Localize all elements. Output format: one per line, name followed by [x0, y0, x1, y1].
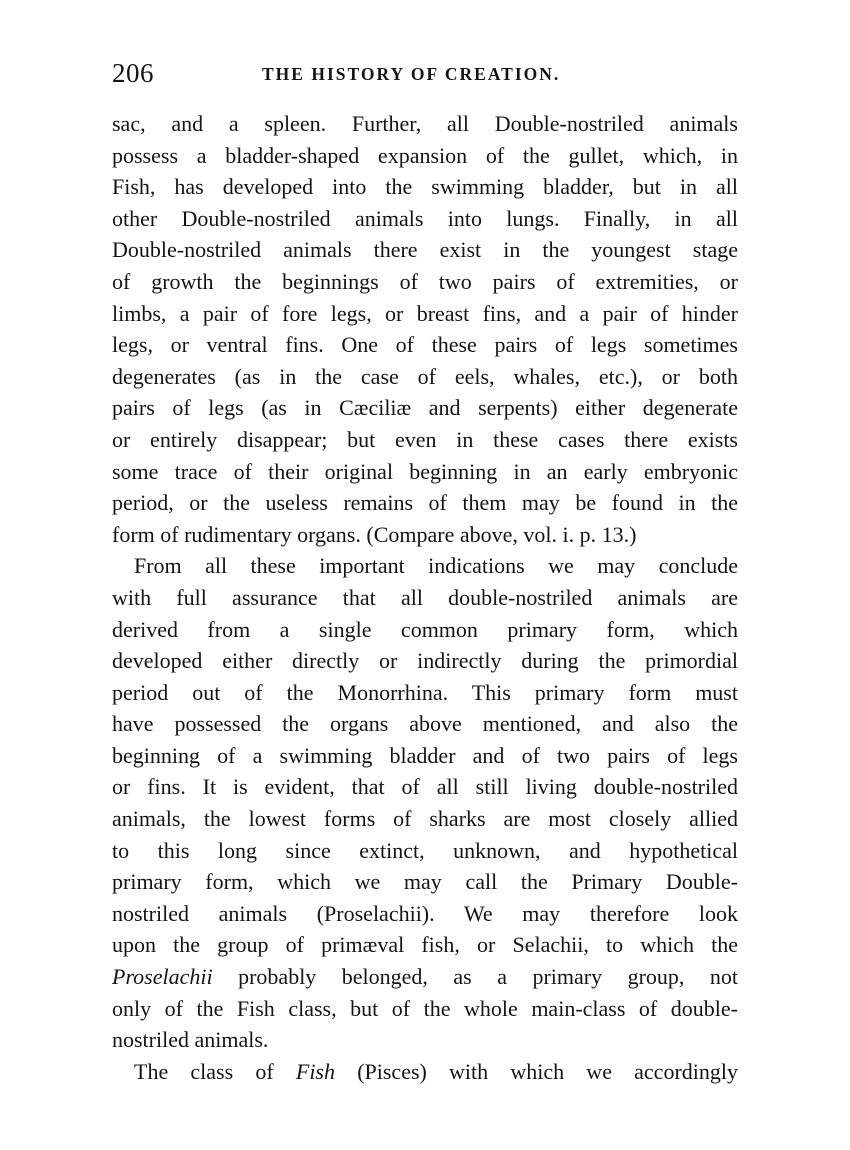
text-line — [112, 203, 738, 235]
text-fragment: pairs of legs (as in Cæciliæ and serpents) either degenerate — [112, 395, 738, 421]
text-line — [112, 898, 738, 930]
text-line — [112, 835, 738, 867]
text-line — [112, 771, 738, 803]
text-line — [112, 456, 738, 488]
text-fragment: have possessed the organs above mentioned, and also the — [112, 711, 738, 737]
text-fragment: form of rudimentary organs. (Compare above, vol. i. p. 13.) — [112, 521, 637, 547]
body-text — [112, 108, 738, 1087]
text-line — [112, 1056, 738, 1088]
text-line — [112, 582, 738, 614]
text-line — [112, 487, 738, 519]
text-line — [112, 424, 738, 456]
text-line — [112, 708, 738, 740]
text-fragment: period out of the Monorrhina. This primary form must — [112, 679, 738, 705]
text-line — [112, 266, 738, 298]
text-line — [112, 108, 738, 140]
running-title: THE HISTORY OF CREATION. — [262, 64, 561, 84]
text-fragment: nostriled animals. — [112, 1027, 269, 1053]
text-fragment: other Double-nostriled animals into lungs. Finally, in all — [112, 205, 738, 231]
running-head — [112, 58, 738, 92]
text-line — [112, 740, 738, 772]
text-fragment: Double-nostriled animals there exist in the youngest stage — [112, 237, 738, 263]
text-fragment: limbs, a pair of fore legs, or breast fins, and a pair of hinder — [112, 300, 738, 326]
text-fragment: beginning of a swimming bladder and of two pairs of legs — [112, 742, 738, 768]
page-number: 206 — [112, 58, 154, 88]
text-line — [112, 866, 738, 898]
text-fragment: or fins. It is evident, that of all still living double-nostriled — [112, 774, 738, 800]
text-fragment: probably belonged, as a primary group, not — [212, 964, 738, 990]
text-line — [112, 993, 738, 1025]
text-fragment: The class of — [134, 1058, 296, 1084]
text-fragment: From all these important indications we may conclude — [134, 553, 738, 579]
text-line — [112, 550, 738, 582]
text-line — [112, 614, 738, 646]
text-fragment: of growth the beginnings of two pairs of extremities, or — [112, 268, 738, 294]
text-fragment: period, or the useless remains of them may be found in the — [112, 490, 738, 516]
text-fragment: derived from a single common primary form, which — [112, 616, 738, 642]
text-fragment: legs, or ventral fins. One of these pairs of legs sometimes — [112, 332, 738, 358]
text-line — [112, 171, 738, 203]
text-fragment: only of the Fish class, but of the whole main-class of double- — [112, 995, 738, 1021]
text-line — [112, 329, 738, 361]
text-line — [112, 392, 738, 424]
text-fragment: degenerates (as in the case of eels, whales, etc.), or both — [112, 363, 738, 389]
text-fragment: with full assurance that all double-nostriled animals are — [112, 584, 738, 610]
text-line — [112, 677, 738, 709]
text-fragment: (Pisces) with which we accordingly — [335, 1058, 738, 1084]
text-fragment: upon the group of primæval fish, or Selachii, to which the — [112, 932, 738, 958]
text-line — [112, 645, 738, 677]
text-fragment: some trace of their original beginning in an early embryonic — [112, 458, 738, 484]
text-fragment: animals, the lowest forms of sharks are most closely allied — [112, 806, 738, 832]
text-line — [112, 929, 738, 961]
text-fragment: primary form, which we may call the Primary Double- — [112, 869, 738, 895]
text-line — [112, 519, 738, 551]
text-fragment: sac, and a spleen. Further, all Double-nostriled animals — [112, 111, 738, 136]
text-line — [112, 961, 738, 993]
text-fragment: possess a bladder-shaped expansion of the gullet, which, in — [112, 142, 738, 168]
italic-term: Proselachii — [112, 964, 213, 990]
text-line — [112, 140, 738, 172]
text-fragment: Fish, has developed into the swimming bladder, but in all — [112, 174, 738, 200]
text-fragment: developed either directly or indirectly during the primordial — [112, 648, 738, 674]
text-line — [112, 803, 738, 835]
text-fragment: to this long since extinct, unknown, and hypothetical — [112, 837, 738, 863]
italic-term: Fish — [295, 1058, 335, 1084]
text-line — [112, 361, 738, 393]
text-line — [112, 234, 738, 266]
text-line — [112, 298, 738, 330]
text-fragment: nostriled animals (Proselachii). We may therefore look — [112, 900, 738, 926]
text-line — [112, 1024, 738, 1056]
text-fragment: or entirely disappear; but even in these cases there exists — [112, 426, 738, 452]
